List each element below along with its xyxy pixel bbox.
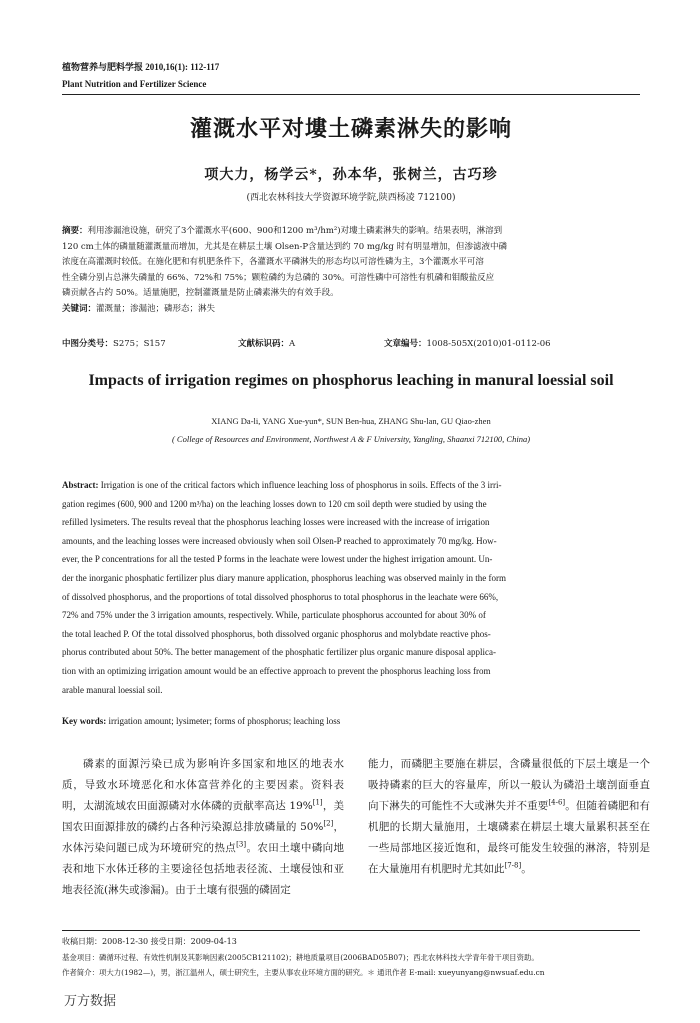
- footnote-funding: 基金项目：磷循环过程、有效性机制及其影响因素(2005CB121102)；耕地质量项目(2006BAD05B07)；西北农林科技大学青年骨干项目资助。: [62, 953, 539, 962]
- doc-code: 文献标识码：A: [238, 339, 296, 349]
- keywords-cn-label: 关键词：: [62, 303, 97, 314]
- keywords-en-label: Key words:: [62, 716, 107, 726]
- abstract-cn-label: 摘要：: [62, 226, 88, 236]
- citation-ref[interactable]: [7-8]: [504, 861, 522, 870]
- citation-ref[interactable]: [2]: [323, 819, 334, 828]
- title-cn: 灌溉水平对塿土磷素淋失的影响: [189, 116, 512, 142]
- citation-ref[interactable]: [1]: [312, 798, 323, 807]
- citation-ref[interactable]: [3]: [236, 840, 247, 849]
- abstract-en-line: phorus contributed about 50%. The better management of the phosphatic fertilizer plus organic manure disposal applica-: [62, 647, 497, 658]
- abstract-cn-line: 磷贡献各占约 50%。适量施肥，控制灌溉量是防止磷素淋失的有效手段。: [62, 288, 339, 298]
- keywords-cn-text: 灌溉量；渗漏池；磷形态；淋失: [96, 303, 216, 314]
- affiliation-cn: (西北农林科技大学资源环境学院,陕西杨凌 712100): [246, 193, 456, 203]
- abstract-en: Abstract: Irrigation is one of the critical factors which influence leaching loss of phosphorus in soils. Effects of the 3 irri- gation regimes (600, 900 and 1200 m³/ha) on the leaching losses down to 120 cm soil depth were studied by using the refilled lysimeters. The results reveal that the phosphorus leaching losses were increased with the increase of irrigation amounts, and the leaching losses were increased obviously when soil Olsen-P reached to approximately 70 mg/kg. How- ever, the P concentrations for all the tested P forms in the leachate were lowest under the highest irrigation amount. Un- der the inorganic phosphatic fertilizer plus diary manure application, phosphorus leaching was observed mainly in the form of dissolved phosphorus, and the proportions of total dissolved phosphorus to total phosphorus in the leachate were 66%, 72% and 75% under the 3 irrigation amounts, respectively. While, particulate phosphorus accounted for about 30% of the total leached P. Of the total dissolved phosphorus, both dissolved organic phosphorus and molybdate reactive phos- phorus contributed about 50%. The better management of the phosphatic fertilizer plus organic manure disposal applica- tion with an optimizing irrigation amount would be an effective approach to prevent the phosphorus leaching loss from arable manural loessial soil.: [62, 476, 640, 699]
- abstract-en-line: gation regimes (600, 900 and 1200 m³/ha) on the leaching losses down to 120 cm soil depth were studied by using the: [62, 498, 487, 509]
- abstract-en-line: der the inorganic phosphatic fertilizer plus diary manure application, phosphorus leaching was observed mainly in the form: [62, 572, 506, 583]
- title-en: Impacts of irrigation regimes on phosphorus leaching in manural loessial soil: [88, 372, 614, 389]
- citation-ref[interactable]: [4-6]: [548, 798, 566, 807]
- watermark: 万方数据: [64, 994, 117, 1009]
- abstract-en-line: the total leached P. Of the total dissolved phosphorus, both dissolved organic phosphorus and molybdate reactive phos-: [62, 628, 491, 639]
- footnote-author: 作者简介：项大力(1982—)，男，浙江温州人，硕士研究生，主要从事农业环境方面的研究。＊ 通讯作者 E-mail: xueyunyang@nwsuaf.edu.cn: [62, 968, 545, 977]
- abstract-cn-line: 浓度在高灌溉时较低。在施化肥和有机肥条件下，各灌溉水平磷淋失的形态均以可溶性磷为主，3个灌溉水平可溶: [62, 257, 484, 267]
- abstract-cn-line: 利用渗漏池设施，研究了3个灌溉水平(600、900和1200 m³/hm²)对塿土磷素淋失的影响。结果表明，淋溶到: [87, 226, 503, 236]
- clc-number: 中图分类号：S275；S157: [62, 339, 166, 349]
- article-number: 文章编号：1008-505X(2010)01-0112-06: [384, 339, 551, 349]
- keywords-en-text: irrigation amount; lysimeter; forms of phosphorus; leaching loss: [106, 716, 341, 726]
- footnote-rule: [62, 930, 640, 931]
- abstract-en-line: ever, the P concentrations for all the tested P forms in the leachate were lowest under the highest irrigation amount. Un-: [62, 554, 493, 565]
- footnote-dates: 收稿日期：2008-12-30 接受日期：2009-04-13: [62, 937, 237, 946]
- body-column-left: 磷素的面源污染已成为影响许多国家和地区的地表水质，导致水环境恶化和水体富营养化的主要因素。资料表明，太湖流域农田面源磷对水体磷的贡献率高达 19%[1]，美国农田面源排放的磷约占各种污染源总排放磷量的 50%[2]，水体污染问题已成为环境研究的热点[3]。农田土壤中磷向地表和地下水体迁移的主要途径包括地表径流、土壤侵蚀和亚地表径流(淋失或渗漏)。由于土壤有很强的磷固定: [62, 758, 345, 896]
- abstract-en-label: Abstract:: [62, 480, 99, 490]
- keywords-en: [62, 716, 640, 726]
- authors-en: XIANG Da-li, YANG Xue-yun*, SUN Ben-hua, ZHANG Shu-lan, GU Qiao-zhen: [211, 416, 491, 426]
- abstract-en-line: tion with an optimizing irrigation amount would be an effective approach to prevent the phosphorus leaching loss from: [62, 665, 491, 676]
- abstract-cn-line: 性全磷分别占总淋失磷量的 66%、72%和 75%；颗粒磷约为总磷的 30%。可溶性磷中可溶性有机磷和钼酸盐反应: [62, 272, 495, 283]
- abstract-en-line: arable manural loessial soil.: [62, 684, 163, 695]
- affiliation-en: ( College of Resources and Environment, Northwest A & F University, Yangling, Shaanxi 712100, China): [171, 434, 531, 444]
- abstract-en-line: 72% and 75% under the 3 irrigation amounts, respectively. While, particulate phosphorus accounted for about 30% of: [62, 610, 486, 621]
- abstract-en-line: of dissolved phosphorus, and the proportions of total dissolved phosphorus to total phosphorus in the leachate were 66%,: [62, 591, 499, 602]
- authors-cn: 项大力，杨学云*，孙本华，张树兰，古巧珍: [204, 167, 498, 183]
- body-column-right: 能力，而磷肥主要施在耕层，含磷量很低的下层土壤是一个吸持磷素的巨大的容量库，所以一般认为磷沿土壤剖面垂直向下淋失的可能性不大或淋失并不重要[4-6]。但随着磷肥和有机肥的长期大量施用，土壤磷素在耕层土壤大量累积甚至在一些局部地区接近饱和，最终可能发生较强的淋溶，特别是在大量施用有机肥时尤其如此[7-8]。: [368, 758, 651, 875]
- keywords-cn: [62, 302, 640, 318]
- abstract-cn: [62, 224, 640, 317]
- journal-name-en: Plant Nutrition and Fertilizer Science: [62, 79, 207, 89]
- abstract-cn-line: 120 cm土体的磷量随灌溉量而增加，尤其是在耕层土壤 Olsen-P含量达到约 70 mg/kg 时有明显增加，但渗滤液中磷: [62, 241, 507, 252]
- journal-citation: 植物营养与肥料学报 2010,16(1): 112-117: [62, 62, 220, 72]
- abstract-en-line: refilled lysimeters. The results reveal that the phosphorus leaching losses were increased with the increase of irrigation: [62, 517, 490, 528]
- abstract-en-line: amounts, and the leaching losses were increased obviously when soil Olsen-P reached to approximately 70 mg/kg. How-: [62, 535, 497, 546]
- header-rule: [62, 94, 640, 95]
